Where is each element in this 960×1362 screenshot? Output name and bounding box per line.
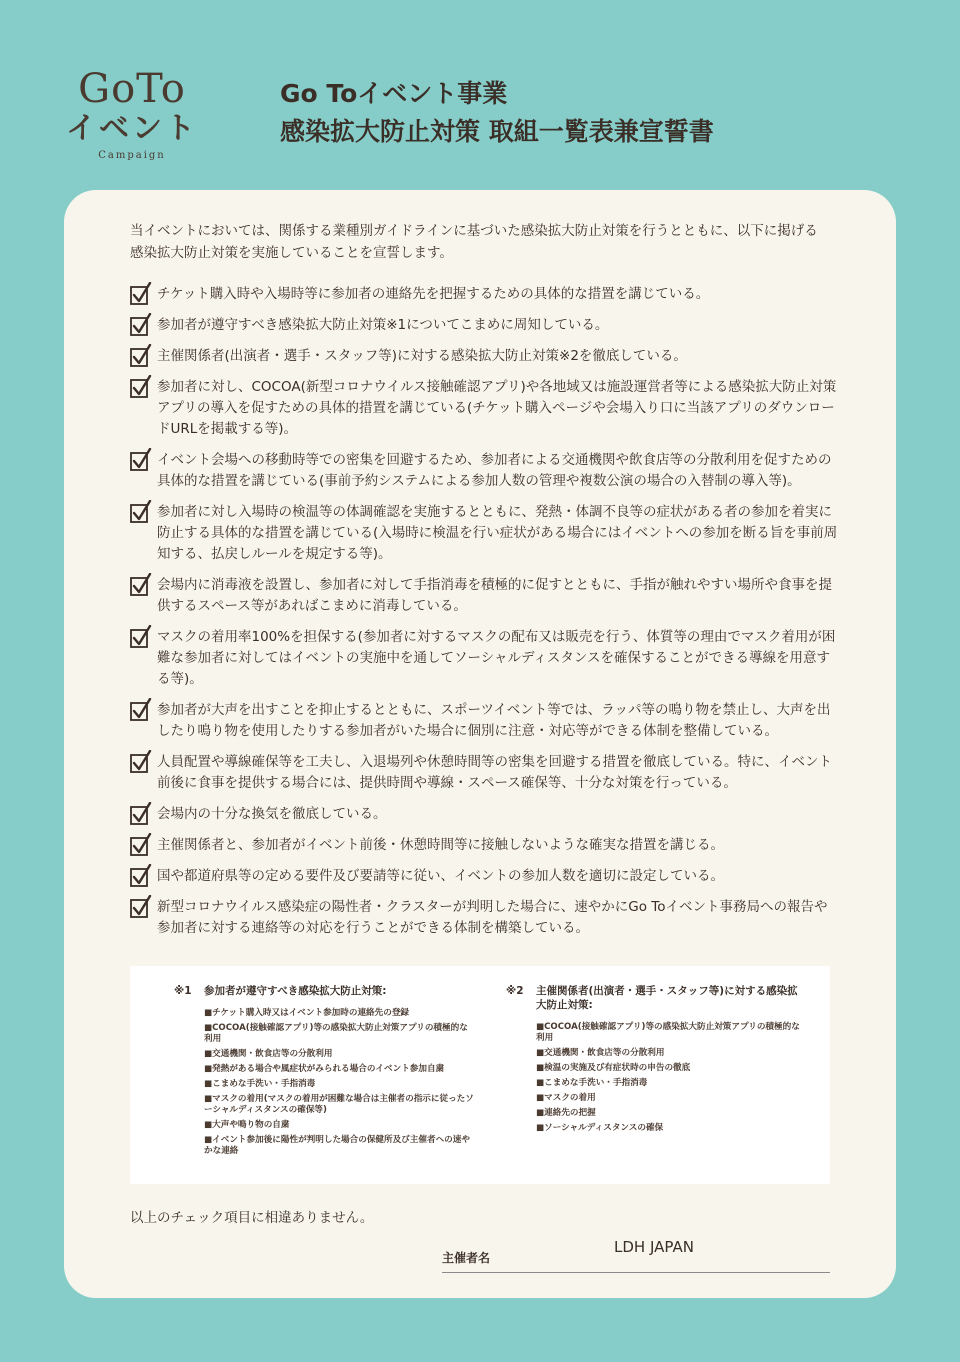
title-line-2: 感染拡大防止対策 取組一覧表兼宣誓書 — [280, 117, 714, 146]
checklist-item — [130, 346, 838, 367]
footnote-item: ■ 大声や鳴り物の自粛 — [204, 1120, 474, 1131]
checklist-item-text: 主催関係者(出演者・選手・スタッフ等)に対する感染拡大防止対策※2を徹底している。 — [157, 348, 687, 364]
checkbox-checked-icon[interactable] — [130, 378, 150, 398]
checklist-item-text: 国や都道府県等の定める要件及び要請等に従い、イベントの参加人数を適切に設定している。 — [157, 868, 724, 884]
title-line-1: Go Toイベント事業 — [280, 79, 508, 108]
logo-campaign-text: Campaign — [98, 150, 166, 161]
checkbox-checked-icon[interactable] — [130, 701, 150, 721]
checkbox-checked-icon[interactable] — [130, 867, 150, 887]
checklist-item — [130, 315, 838, 336]
checklist-item-text: 人員配置や導線確保等を工夫し、入退場列や休憩時間等の密集を回避する措置を徹底している。特に、イベント前後に食事を提供する場合には、提供時間や導線・スペース確保等、十分な対策を行っている。 — [157, 754, 832, 791]
footnote-1-mark: ※1 — [174, 985, 192, 997]
footnote-item: ■ 連絡先の把握 — [536, 1108, 806, 1119]
checkbox-checked-icon[interactable] — [130, 347, 150, 367]
organizer-name-field[interactable]: LDH JAPAN — [614, 1238, 694, 1256]
checklist-item-text: 新型コロナウイルス感染症の陽性者・クラスターが判明した場合に、速やかにGo Toイベント事務局への報告や参加者に対する連絡等の対応を行うことができる体制を構築している。 — [157, 899, 828, 936]
checklist-item-text: 会場内に消毒液を設置し、参加者に対して手指消毒を積極的に促すとともに、手指が触れやすい場所や食事を提供するスペース等があればこまめに消毒している。 — [157, 577, 832, 614]
checklist-item — [130, 752, 838, 794]
checklist-item-text: 参加者が遵守すべき感染拡大防止対策※1についてこまめに周知している。 — [157, 317, 609, 333]
footnote-item: ■ マスクの着用(マスクの着用が困難な場合は主催者の指示に従ったソーシャルディスタンスの確保等) — [204, 1094, 474, 1116]
footnote-item: ■ 発熱がある場合や風症状がみられる場合のイベント参加自粛 — [204, 1064, 474, 1075]
checklist-item — [130, 377, 838, 440]
footnote-2-heading: 主催関係者(出演者・選手・スタッフ等)に対する感染拡大防止対策: — [536, 985, 798, 1011]
checklist-item — [130, 804, 838, 825]
footnote-item: ■ COCOA(接触確認アプリ)等の感染拡大防止対策アプリの積極的な利用 — [536, 1022, 806, 1044]
footnote-item: ■ ソーシャルディスタンスの確保 — [536, 1123, 806, 1134]
checkbox-checked-icon[interactable] — [130, 805, 150, 825]
logo-event-text: イベント — [66, 111, 198, 146]
checklist — [130, 284, 838, 949]
checklist-item — [130, 627, 838, 690]
footnote-1-list — [204, 1008, 474, 1157]
footnote-item: ■ こまめな手洗い・手指消毒 — [536, 1078, 806, 1089]
footnote-item: ■ COCOA(接触確認アプリ)等の感染拡大防止対策アプリの積極的な利用 — [204, 1023, 474, 1045]
checklist-item — [130, 897, 838, 939]
declaration-card — [64, 190, 896, 1298]
checklist-item — [130, 284, 838, 305]
checkbox-checked-icon[interactable] — [130, 836, 150, 856]
checklist-item — [130, 502, 838, 565]
checklist-item-text: 参加者に対し、COCOA(新型コロナウイルス接触確認アプリ)や各地域又は施設運営者等による感染拡大防止対策アプリの導入を促すための具体的措置を講じている(チケット購入ページや会場入り口に当該アプリのダウンロードURLを掲載する等)。 — [157, 379, 837, 437]
footnote-item: ■ チケット購入時又はイベント参加時の連絡先の登録 — [204, 1008, 474, 1019]
checklist-item — [130, 450, 838, 492]
organizer-label: 主催者名 — [442, 1251, 491, 1265]
checkbox-checked-icon[interactable] — [130, 753, 150, 773]
logo-goto-text: GoTo — [78, 66, 186, 112]
checklist-item-text: イベント会場への移動時等での密集を回避するため、参加者による交通機関や飲食店等の分散利用を促すための具体的な措置を講じている(事前予約システムによる参加人数の管理や複数公演の場合の入替制の導入等)。 — [157, 452, 832, 489]
checklist-item — [130, 575, 838, 617]
footnote-2 — [506, 984, 806, 1138]
checklist-item-text: 会場内の十分な換気を徹底している。 — [157, 806, 387, 822]
checklist-item-text: マスクの着用率100%を担保する(参加者に対するマスクの配布又は販売を行う、体質等の理由でマスク着用が困難な参加者に対してはイベントの実施中を通してソーシャルディスタンスを確保することができる導線を用意する等)。 — [157, 629, 836, 687]
footnote-1-heading: 参加者が遵守すべき感染拡大防止対策: — [204, 985, 387, 997]
checklist-item-text: 参加者に対し入場時の検温等の体調確認を実施するとともに、発熱・体調不良等の症状がある者の参加を着実に防止する具体的な措置を講じている(入場時に検温を行い症状がある場合にはイベントへの参加を断る旨を事前周知する、払戻しルールを規定する等)。 — [157, 504, 838, 562]
signature-line — [442, 1272, 830, 1273]
footnote-item: ■ 交通機関・飲食店等の分散利用 — [536, 1048, 806, 1059]
footnote-item: ■ マスクの着用 — [536, 1093, 806, 1104]
intro-text: 当イベントにおいては、関係する業種別ガイドラインに基づいた感染拡大防止対策を行うとともに、以下に掲げる感染拡大防止対策を実施していることを宣誓します。 — [130, 223, 818, 261]
footnote-2-list — [536, 1022, 806, 1134]
footnote-1 — [174, 984, 474, 1161]
checklist-item-text: 参加者が大声を出すことを抑止するとともに、スポーツイベント等では、ラッパ等の鳴り物を禁止し、大声を出したり鳴り物を使用したりする参加者がいた場合に個別に注意・対応等ができる体制を整備している。 — [157, 702, 831, 739]
goto-event-logo — [62, 66, 202, 161]
footnote-2-mark: ※2 — [506, 985, 524, 997]
footnote-item: ■ 交通機関・飲食店等の分散利用 — [204, 1049, 474, 1060]
footnote-item: ■ こまめな手洗い・手指消毒 — [204, 1079, 474, 1090]
checkbox-checked-icon[interactable] — [130, 451, 150, 471]
checklist-item-text: 主催関係者と、参加者がイベント前後・休憩時間等に接触しないような確実な措置を講じる。 — [157, 837, 724, 853]
checklist-item — [130, 866, 838, 887]
checklist-item-text: チケット購入時や入場時等に参加者の連絡先を把握するための具体的な措置を講じている。 — [157, 286, 710, 302]
checklist-item — [130, 835, 838, 856]
checklist-item — [130, 700, 838, 742]
footnote-item: ■ イベント参加後に陽性が判明した場合の保健所及び主催者への速やかな連絡 — [204, 1135, 474, 1157]
checkbox-checked-icon[interactable] — [130, 898, 150, 918]
document-title — [280, 76, 714, 152]
checkbox-checked-icon[interactable] — [130, 316, 150, 336]
checkbox-checked-icon[interactable] — [130, 285, 150, 305]
footnote-item: ■ 検温の実施及び有症状時の申告の徹底 — [536, 1063, 806, 1074]
checkbox-checked-icon[interactable] — [130, 628, 150, 648]
footnotes-box — [130, 966, 830, 1184]
checkbox-checked-icon[interactable] — [130, 576, 150, 596]
confirmation-statement: 以上のチェック項目に相違ありません。 — [130, 1210, 374, 1226]
checkbox-checked-icon[interactable] — [130, 503, 150, 523]
